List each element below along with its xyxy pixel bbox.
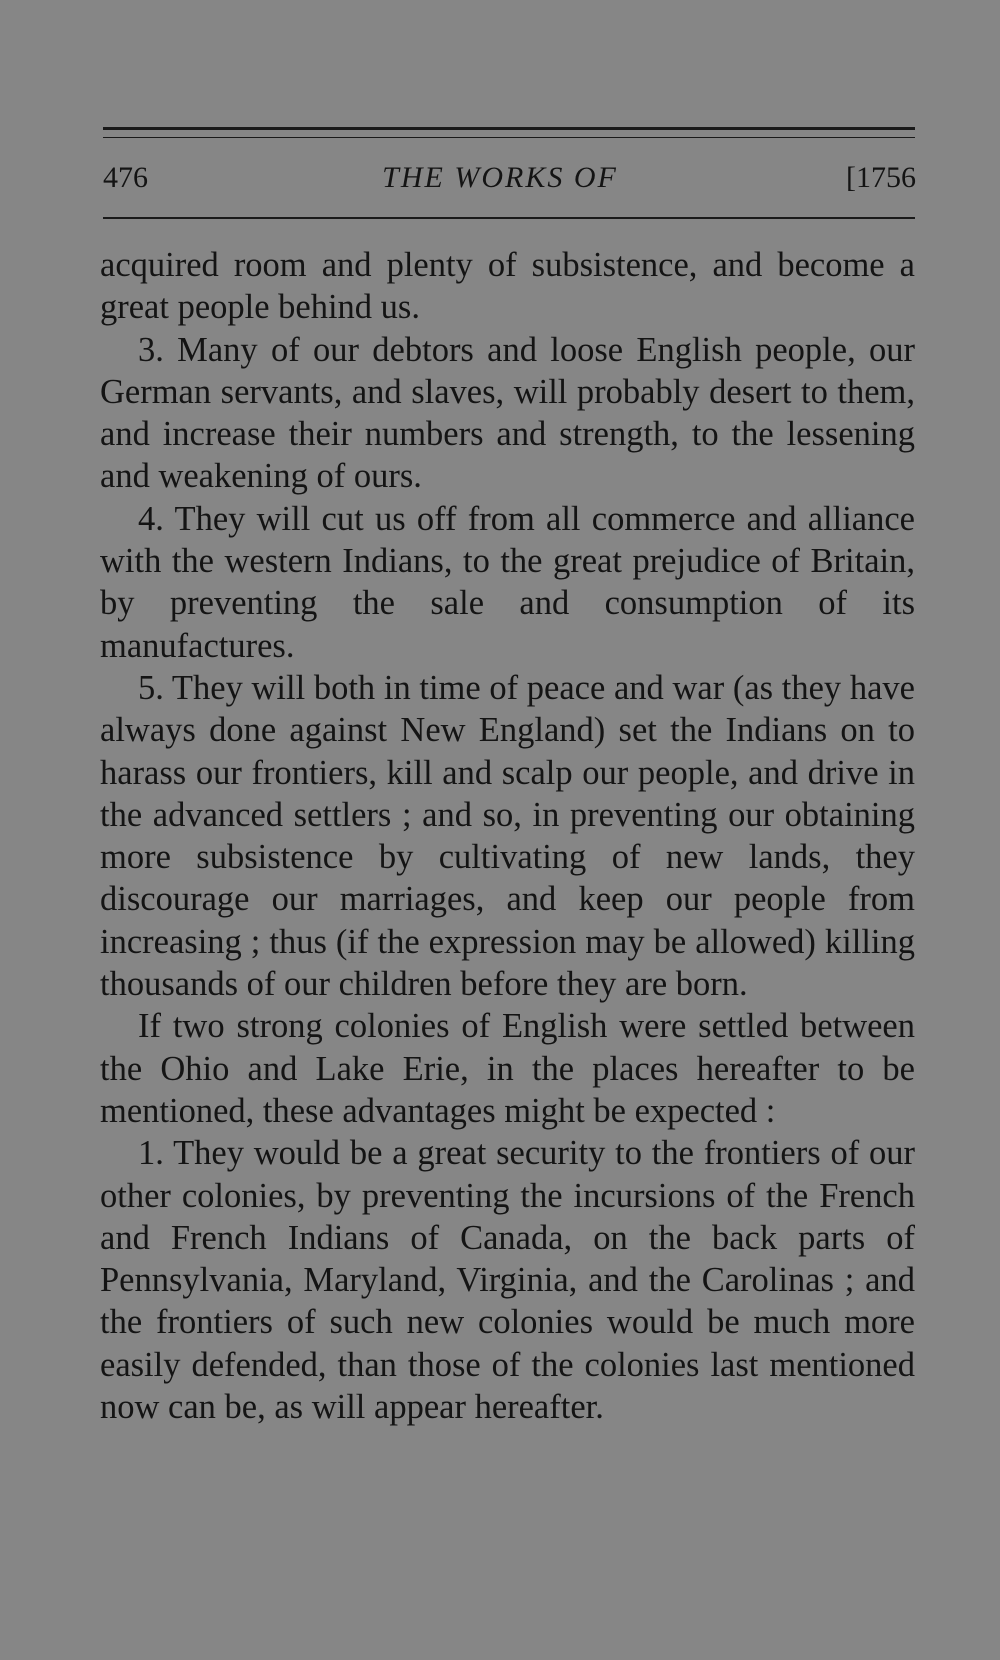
paragraph-item-5: 5. They will both in time of peace and war (as they have always done against New England) set the Indians on to harass our frontiers, kill and scalp our people, and drive in the advanced settlers ; and so, in preventing our obtaining more subsistence by cultivating of new lands, they discourage our marriages, and keep our people from increasing ; thus (if the expression may be allowed) killing thousands of our children before they are born. (100, 668, 915, 1004)
paragraph-item-4: 4. They will cut us off from all commerce and alliance with the western Indians, to the great prejudice of Britain, by preventing the sale and consumption of its manufactures. (100, 499, 915, 665)
header-bottom-rule (103, 217, 915, 219)
paragraph-advantage-1: 1. They would be a great security to the frontiers of our other colonies, by preventing the incursions of the French and French Indians of Canada, on the back parts of Pennsylvania, Maryland, Virginia, and the Carolinas ; and the frontiers of such new colonies would be much more easily defended, than those of the colonies last mentioned now can be, as will appear hereafter. (100, 1134, 915, 1427)
paragraph-item-3: 3. Many of our debtors and loose English people, our German servants, and slaves, will probably desert to them, and increase their numbers and strength, to the lessening and weakening of ours. (100, 330, 915, 496)
running-title: THE WORKS OF (382, 161, 618, 194)
paragraph-advantages-intro: If two strong colonies of English were settled between the Ohio and Lake Erie, in the places hereafter to be mentioned, these advantages might be expected : (100, 1007, 915, 1130)
body-text (100, 244, 915, 1428)
header-year: [1756 (846, 161, 916, 194)
header-top-rule-thin (103, 137, 915, 138)
paragraph-continuation: acquired room and plenty of subsistence, and become a great people behind us. (100, 246, 915, 327)
page-number: 476 (103, 161, 148, 194)
header-top-rule (103, 127, 915, 130)
